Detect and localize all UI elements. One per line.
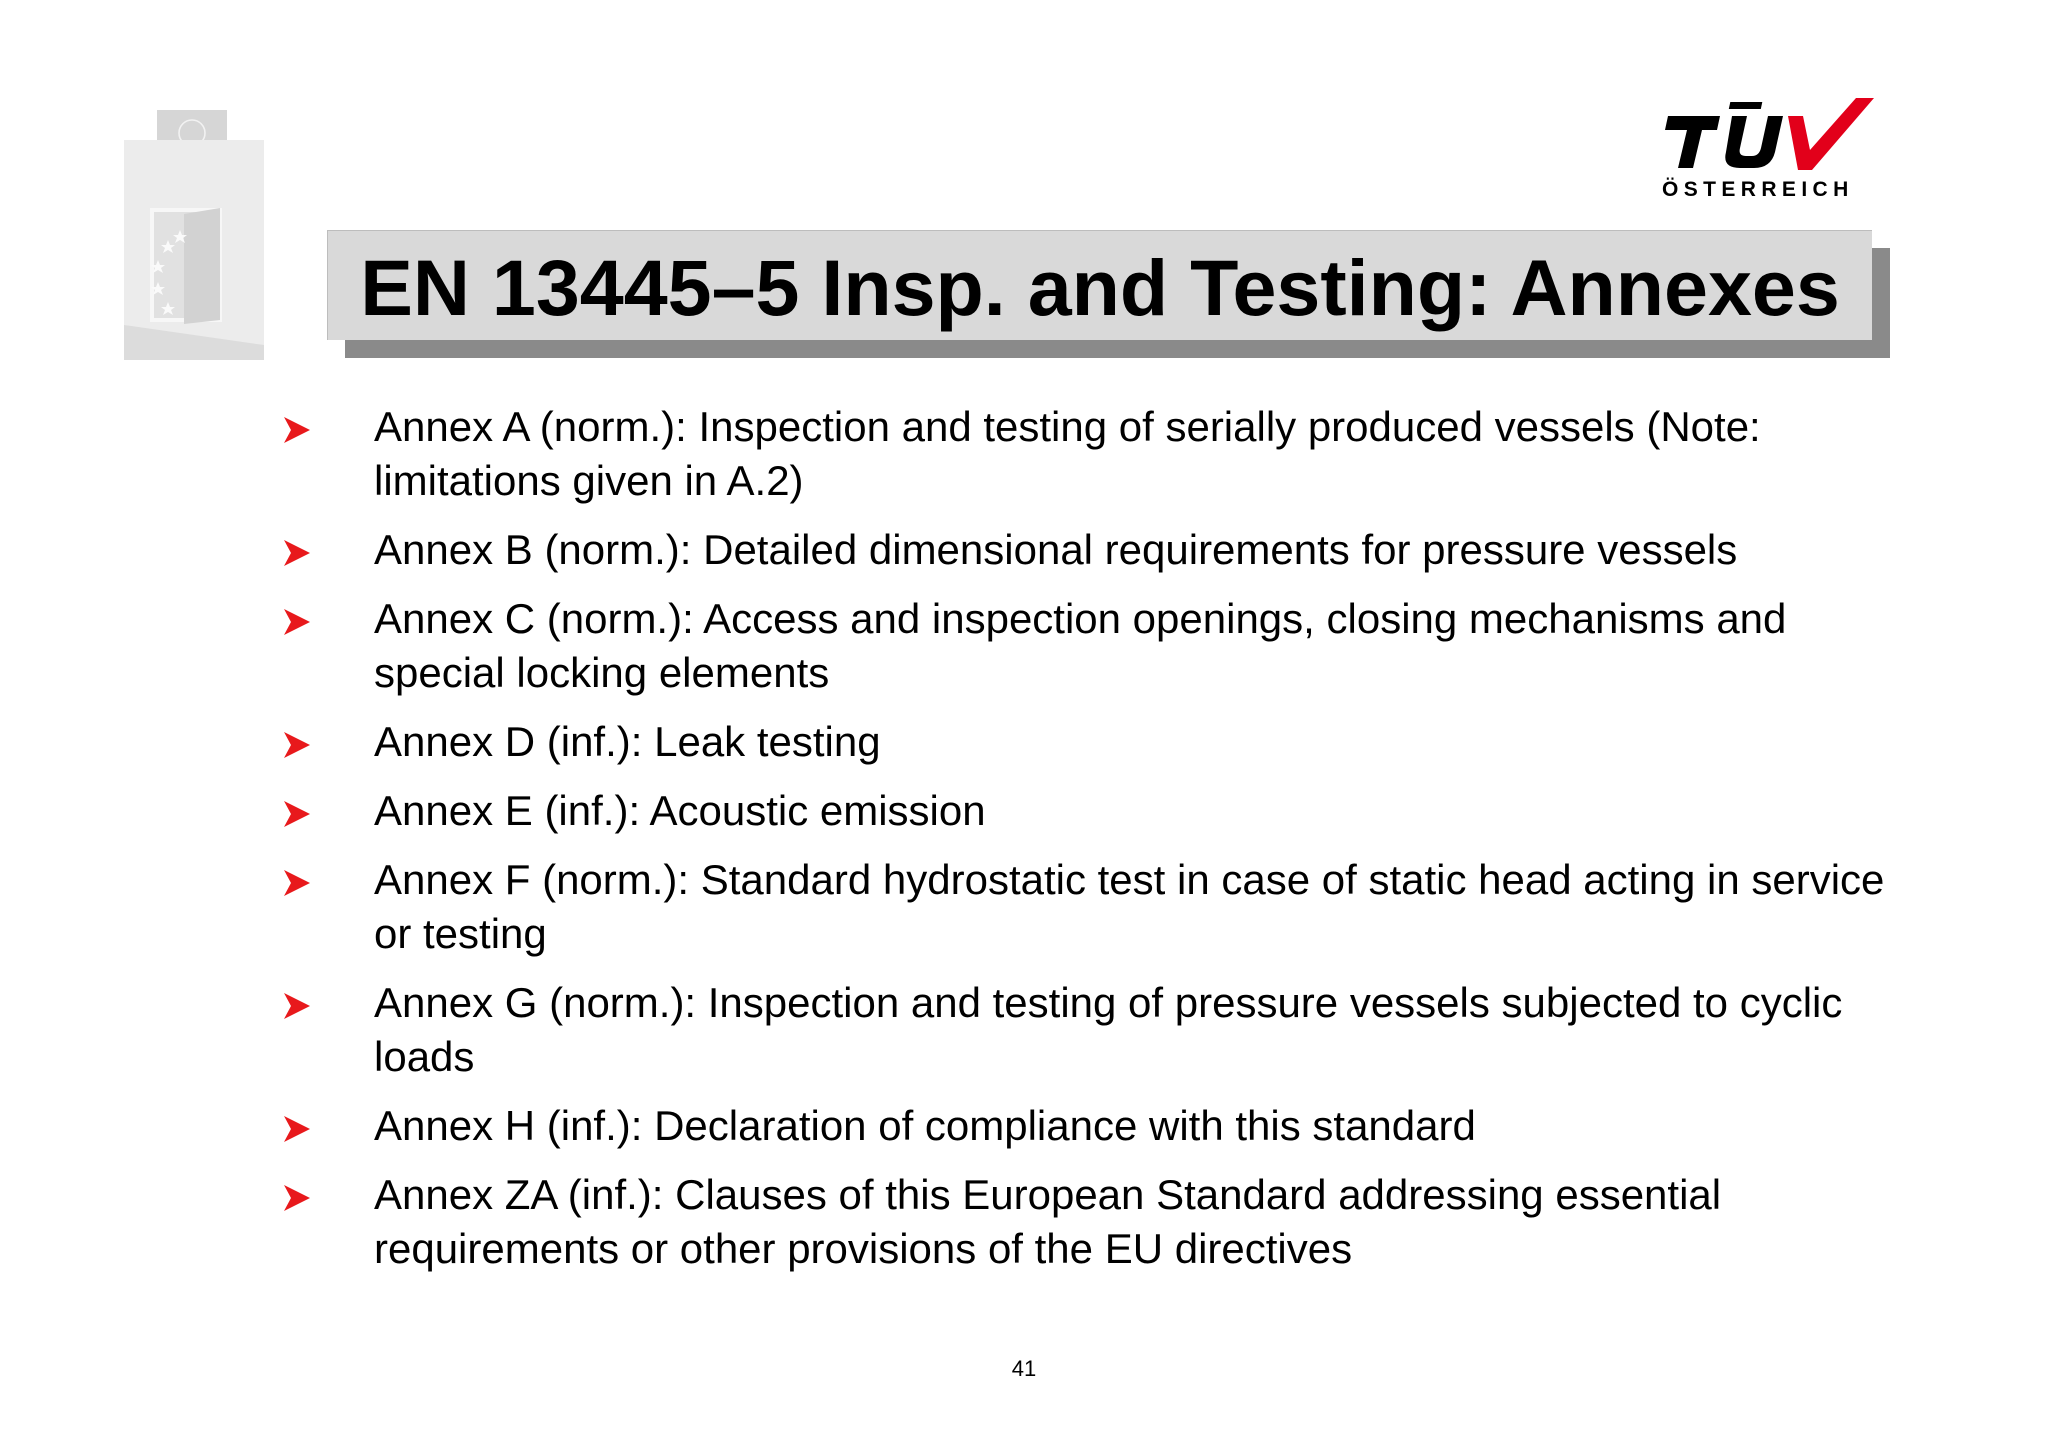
list-item-text: Annex C (norm.): Access and inspection openings, closing mechanisms and special locking elements bbox=[374, 595, 1787, 696]
arrowhead-bullet-icon bbox=[282, 799, 312, 829]
annex-list bbox=[282, 400, 1902, 1291]
list-item bbox=[282, 1099, 1902, 1153]
list-item-text: Annex ZA (inf.): Clauses of this European Standard addressing essential requirements or other provisions of the EU directives bbox=[374, 1171, 1722, 1272]
list-item bbox=[282, 400, 1902, 508]
arrowhead-bullet-icon bbox=[282, 538, 312, 568]
list-item-text: Annex B (norm.): Detailed dimensional requirements for pressure vessels bbox=[374, 526, 1738, 573]
arrowhead-bullet-icon bbox=[282, 1114, 312, 1144]
list-item bbox=[282, 853, 1902, 961]
list-item-text: Annex D (inf.): Leak testing bbox=[374, 718, 881, 765]
arrowhead-bullet-icon bbox=[282, 991, 312, 1021]
list-item bbox=[282, 976, 1902, 1084]
tuv-checkmark-logo bbox=[1660, 94, 1880, 178]
list-item bbox=[282, 784, 1902, 838]
list-item-text: Annex A (norm.): Inspection and testing of serially produced vessels (Note: limitations given in A.2) bbox=[374, 403, 1761, 504]
title-banner bbox=[327, 230, 1872, 340]
arrowhead-bullet-icon bbox=[282, 1183, 312, 1213]
arrowhead-bullet-icon bbox=[282, 415, 312, 445]
eu-emblem-icon bbox=[124, 110, 264, 360]
list-item-text: Annex H (inf.): Declaration of compliance with this standard bbox=[374, 1102, 1476, 1149]
arrowhead-bullet-icon bbox=[282, 607, 312, 637]
page-title: EN 13445–5 Insp. and Testing: Annexes bbox=[360, 243, 1840, 332]
page-number: 41 bbox=[1011, 1356, 1037, 1381]
logo-subtitle: ÖSTERREICH bbox=[1662, 178, 1854, 201]
list-item bbox=[282, 523, 1902, 577]
list-item bbox=[282, 592, 1902, 700]
list-item bbox=[282, 715, 1902, 769]
list-item-text: Annex G (norm.): Inspection and testing of pressure vessels subjected to cyclic loads bbox=[374, 979, 1843, 1080]
arrowhead-bullet-icon bbox=[282, 868, 312, 898]
tuv-logo bbox=[1660, 94, 1880, 206]
list-item-text: Annex F (norm.): Standard hydrostatic test in case of static head acting in service or testing bbox=[374, 856, 1885, 957]
list-item bbox=[282, 1168, 1902, 1276]
arrowhead-bullet-icon bbox=[282, 730, 312, 760]
list-item-text: Annex E (inf.): Acoustic emission bbox=[374, 787, 986, 834]
